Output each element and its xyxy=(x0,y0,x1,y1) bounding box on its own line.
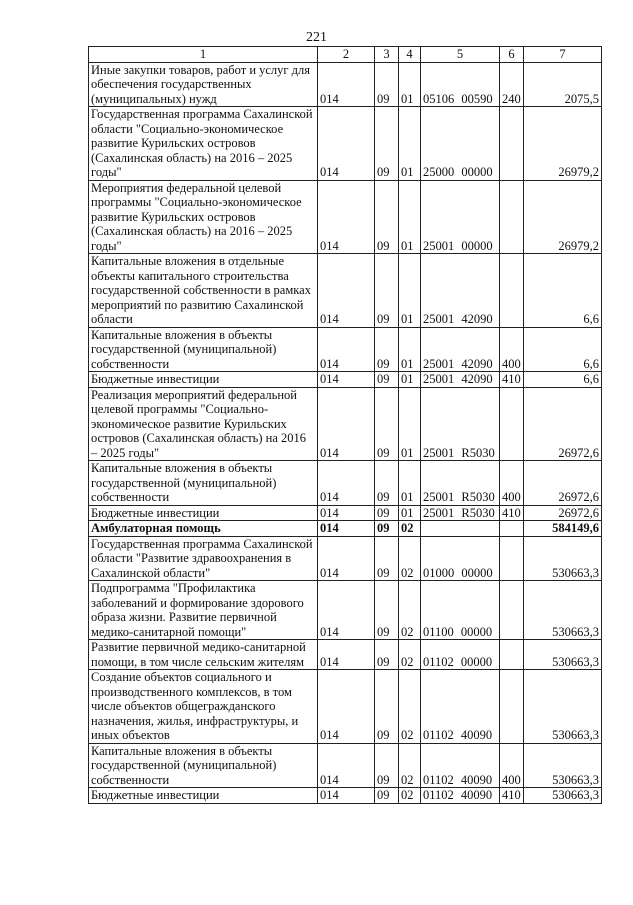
cell-admin-code: 014 xyxy=(318,387,375,461)
cell-expense-type: 410 xyxy=(500,372,524,388)
table-row xyxy=(89,505,602,521)
cell-section: 09 xyxy=(375,387,399,461)
cell-subsection: 02 xyxy=(399,581,421,640)
cell-amount: 6,6 xyxy=(524,372,602,388)
cell-name: Реализация мероприятий федеральной целевой программы "Социально-экономическое развитие Курильских островов (Сахалинская область) на 2016 – 2025 годы" xyxy=(89,387,318,461)
cell-target-article: 25001 R5030 xyxy=(421,505,500,521)
cell-subsection: 01 xyxy=(399,180,421,254)
cell-admin-code: 014 xyxy=(318,788,375,804)
budget-table xyxy=(88,46,602,804)
cell-name: Капитальные вложения в отдельные объекты капитального строительства государственной собственности в рамках мероприятий по развитию Сахалинской области xyxy=(89,254,318,328)
header-col-1: 1 xyxy=(89,47,318,63)
cell-amount: 6,6 xyxy=(524,327,602,372)
cell-expense-type: 410 xyxy=(500,788,524,804)
cell-expense-type xyxy=(500,107,524,181)
cell-admin-code: 014 xyxy=(318,505,375,521)
cell-admin-code: 014 xyxy=(318,521,375,537)
cell-name: Амбулаторная помощь xyxy=(89,521,318,537)
cell-admin-code: 014 xyxy=(318,107,375,181)
cell-admin-code: 014 xyxy=(318,640,375,670)
cell-amount: 26972,6 xyxy=(524,387,602,461)
cell-expense-type xyxy=(500,254,524,328)
cell-expense-type: 400 xyxy=(500,461,524,506)
table-row xyxy=(89,254,602,328)
cell-amount: 530663,3 xyxy=(524,743,602,788)
table-row xyxy=(89,788,602,804)
cell-subsection: 01 xyxy=(399,62,421,107)
cell-amount: 6,6 xyxy=(524,254,602,328)
cell-section: 09 xyxy=(375,640,399,670)
cell-name: Государственная программа Сахалинской области "Социально-экономическое развитие Курильских островов (Сахалинская область) на 2016 – 2025 годы" xyxy=(89,107,318,181)
cell-admin-code: 014 xyxy=(318,581,375,640)
cell-subsection: 02 xyxy=(399,743,421,788)
cell-amount: 584149,6 xyxy=(524,521,602,537)
table-row xyxy=(89,640,602,670)
cell-amount: 530663,3 xyxy=(524,670,602,744)
cell-amount: 26972,6 xyxy=(524,461,602,506)
table-row xyxy=(89,180,602,254)
cell-expense-type xyxy=(500,640,524,670)
cell-amount: 26979,2 xyxy=(524,107,602,181)
cell-target-article: 25001 42090 xyxy=(421,372,500,388)
cell-section: 09 xyxy=(375,581,399,640)
cell-target-article: 25001 42090 xyxy=(421,254,500,328)
cell-section: 09 xyxy=(375,521,399,537)
cell-subsection: 02 xyxy=(399,670,421,744)
cell-name: Иные закупки товаров, работ и услуг для обеспечения государственных (муниципальных) нужд xyxy=(89,62,318,107)
table-body xyxy=(89,62,602,803)
cell-target-article: 01000 00000 xyxy=(421,536,500,581)
table-row xyxy=(89,372,602,388)
cell-target-article: 01102 00000 xyxy=(421,640,500,670)
cell-admin-code: 014 xyxy=(318,536,375,581)
cell-expense-type xyxy=(500,521,524,537)
cell-target-article: 25001 R5030 xyxy=(421,387,500,461)
cell-subsection: 01 xyxy=(399,387,421,461)
cell-amount: 26979,2 xyxy=(524,180,602,254)
cell-amount: 530663,3 xyxy=(524,788,602,804)
cell-expense-type xyxy=(500,581,524,640)
header-col-4: 4 xyxy=(399,47,421,63)
cell-amount: 530663,3 xyxy=(524,581,602,640)
page-number: 221 xyxy=(306,30,327,45)
cell-subsection: 01 xyxy=(399,327,421,372)
cell-subsection: 02 xyxy=(399,521,421,537)
cell-subsection: 02 xyxy=(399,640,421,670)
cell-subsection: 01 xyxy=(399,107,421,181)
table-row xyxy=(89,327,602,372)
cell-name: Бюджетные инвестиции xyxy=(89,505,318,521)
header-col-6: 6 xyxy=(500,47,524,63)
header-row xyxy=(89,47,602,63)
cell-target-article: 01102 40090 xyxy=(421,670,500,744)
table-row xyxy=(89,107,602,181)
table-row xyxy=(89,670,602,744)
cell-target-article: 25001 R5030 xyxy=(421,461,500,506)
cell-expense-type xyxy=(500,180,524,254)
cell-name: Подпрограмма "Профилактика заболеваний и формирование здорового образа жизни. Развитие первичной медико-санитарной помощи" xyxy=(89,581,318,640)
cell-subsection: 01 xyxy=(399,461,421,506)
table-row xyxy=(89,62,602,107)
cell-name: Государственная программа Сахалинской области "Развитие здравоохранения в Сахалинской области" xyxy=(89,536,318,581)
header-col-2: 2 xyxy=(318,47,375,63)
header-col-3: 3 xyxy=(375,47,399,63)
cell-target-article: 25001 42090 xyxy=(421,327,500,372)
table-row xyxy=(89,521,602,537)
cell-admin-code: 014 xyxy=(318,254,375,328)
cell-section: 09 xyxy=(375,62,399,107)
cell-admin-code: 014 xyxy=(318,461,375,506)
cell-section: 09 xyxy=(375,670,399,744)
cell-expense-type: 400 xyxy=(500,327,524,372)
cell-amount: 530663,3 xyxy=(524,536,602,581)
cell-section: 09 xyxy=(375,743,399,788)
table-row xyxy=(89,581,602,640)
cell-target-article: 01102 40090 xyxy=(421,743,500,788)
cell-section: 09 xyxy=(375,536,399,581)
table-row xyxy=(89,461,602,506)
cell-subsection: 01 xyxy=(399,372,421,388)
cell-amount: 2075,5 xyxy=(524,62,602,107)
cell-section: 09 xyxy=(375,461,399,506)
cell-subsection: 02 xyxy=(399,788,421,804)
cell-name: Развитие первичной медико-санитарной помощи, в том числе сельским жителям xyxy=(89,640,318,670)
cell-name: Капитальные вложения в объекты государственной (муниципальной) собственности xyxy=(89,327,318,372)
cell-expense-type xyxy=(500,387,524,461)
cell-target-article: 25001 00000 xyxy=(421,180,500,254)
cell-admin-code: 014 xyxy=(318,743,375,788)
cell-section: 09 xyxy=(375,254,399,328)
cell-target-article: 25000 00000 xyxy=(421,107,500,181)
cell-name: Бюджетные инвестиции xyxy=(89,372,318,388)
cell-target-article xyxy=(421,521,500,537)
cell-subsection: 01 xyxy=(399,505,421,521)
cell-admin-code: 014 xyxy=(318,670,375,744)
cell-section: 09 xyxy=(375,107,399,181)
cell-target-article: 01102 40090 xyxy=(421,788,500,804)
cell-name: Создание объектов социального и производственного комплексов, в том числе объектов общегражданского назначения, жилья, инфраструктуры, и иных объектов xyxy=(89,670,318,744)
table-row xyxy=(89,387,602,461)
table-row xyxy=(89,536,602,581)
cell-name: Бюджетные инвестиции xyxy=(89,788,318,804)
cell-expense-type: 240 xyxy=(500,62,524,107)
cell-section: 09 xyxy=(375,372,399,388)
cell-expense-type xyxy=(500,670,524,744)
cell-admin-code: 014 xyxy=(318,180,375,254)
cell-subsection: 02 xyxy=(399,536,421,581)
cell-admin-code: 014 xyxy=(318,327,375,372)
cell-admin-code: 014 xyxy=(318,62,375,107)
cell-expense-type: 410 xyxy=(500,505,524,521)
cell-expense-type xyxy=(500,536,524,581)
cell-amount: 530663,3 xyxy=(524,640,602,670)
cell-section: 09 xyxy=(375,505,399,521)
cell-expense-type: 400 xyxy=(500,743,524,788)
header-col-5: 5 xyxy=(421,47,500,63)
cell-target-article: 05106 00590 xyxy=(421,62,500,107)
cell-name: Капитальные вложения в объекты государственной (муниципальной) собственности xyxy=(89,461,318,506)
cell-section: 09 xyxy=(375,788,399,804)
cell-name: Капитальные вложения в объекты государственной (муниципальной) собственности xyxy=(89,743,318,788)
cell-name: Мероприятия федеральной целевой программы "Социально-экономическое развитие Курильских островов (Сахалинская область) на 2016 – 2025 годы" xyxy=(89,180,318,254)
cell-amount: 26972,6 xyxy=(524,505,602,521)
cell-section: 09 xyxy=(375,180,399,254)
cell-subsection: 01 xyxy=(399,254,421,328)
table-row xyxy=(89,743,602,788)
header-col-7: 7 xyxy=(524,47,602,63)
cell-section: 09 xyxy=(375,327,399,372)
cell-target-article: 01100 00000 xyxy=(421,581,500,640)
cell-admin-code: 014 xyxy=(318,372,375,388)
